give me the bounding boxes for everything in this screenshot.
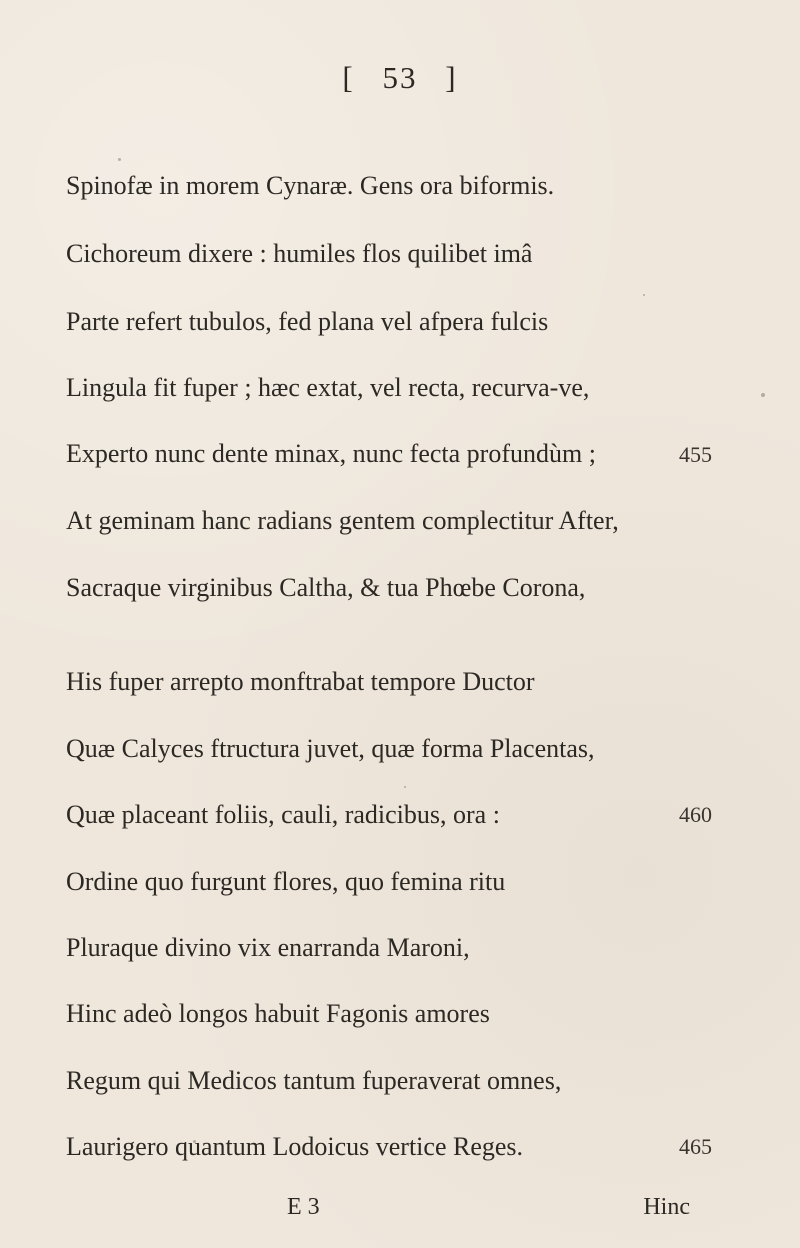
verse-line-12: Pluraque divino vix enarranda Maroni, xyxy=(66,933,470,962)
paper-speck xyxy=(476,515,478,517)
verse-line-14: Regum qui Medicos tantum fuperaverat omnes, xyxy=(66,1066,562,1095)
verse-line-7: Sacraque virginibus Caltha, & tua Phœbe Corona, xyxy=(66,573,586,602)
paper-speck xyxy=(404,786,406,788)
verse-line-1: Spinofæ in morem Cynaræ. Gens ora biformis. xyxy=(66,171,555,200)
verse-line-10: Quæ placeant foliis, cauli, radicibus, ora : xyxy=(66,800,500,829)
page-header xyxy=(0,60,800,96)
verse-line-3: Parte refert tubulos, fed plana vel afpera fulcis xyxy=(66,307,549,336)
verse-line-13: Hinc adeò longos habuit Fagonis amores xyxy=(66,999,490,1028)
verse-line-15: Laurigero quantum Lodoicus vertice Reges. xyxy=(66,1132,524,1161)
page-number: 53 xyxy=(382,60,418,95)
catchword: Hinc xyxy=(643,1194,690,1220)
verse-line-5: Experto nunc dente minax, nunc fecta profundùm ; xyxy=(66,439,596,468)
verse-line-2: Cichoreum dixere : humiles flos quilibet imâ xyxy=(66,239,533,268)
verse-line-4: Lingula fit fuper ; hæc extat, vel recta, recurva-ve, xyxy=(66,373,590,402)
verse-line-6: At geminam hanc radians gentem complectitur After, xyxy=(66,506,619,535)
line-number-455: 455 xyxy=(679,442,712,467)
verse-line-9: Quæ Calyces ftructura juvet, quæ forma Placentas, xyxy=(66,734,595,763)
paper-speck xyxy=(193,1140,196,1143)
paper-speck xyxy=(643,294,645,296)
signature-mark: E 3 xyxy=(287,1194,320,1220)
verse-line-8: His fuper arrepto monftrabat tempore Ductor xyxy=(66,667,535,696)
paper-speck xyxy=(118,158,121,161)
verse-line-11: Ordine quo furgunt flores, quo femina ritu xyxy=(66,867,506,896)
paper-speck xyxy=(761,393,765,397)
right-bracket: ] xyxy=(445,60,458,95)
line-number-465: 465 xyxy=(679,1134,712,1159)
line-number-460: 460 xyxy=(679,802,712,827)
left-bracket: [ xyxy=(342,60,355,95)
